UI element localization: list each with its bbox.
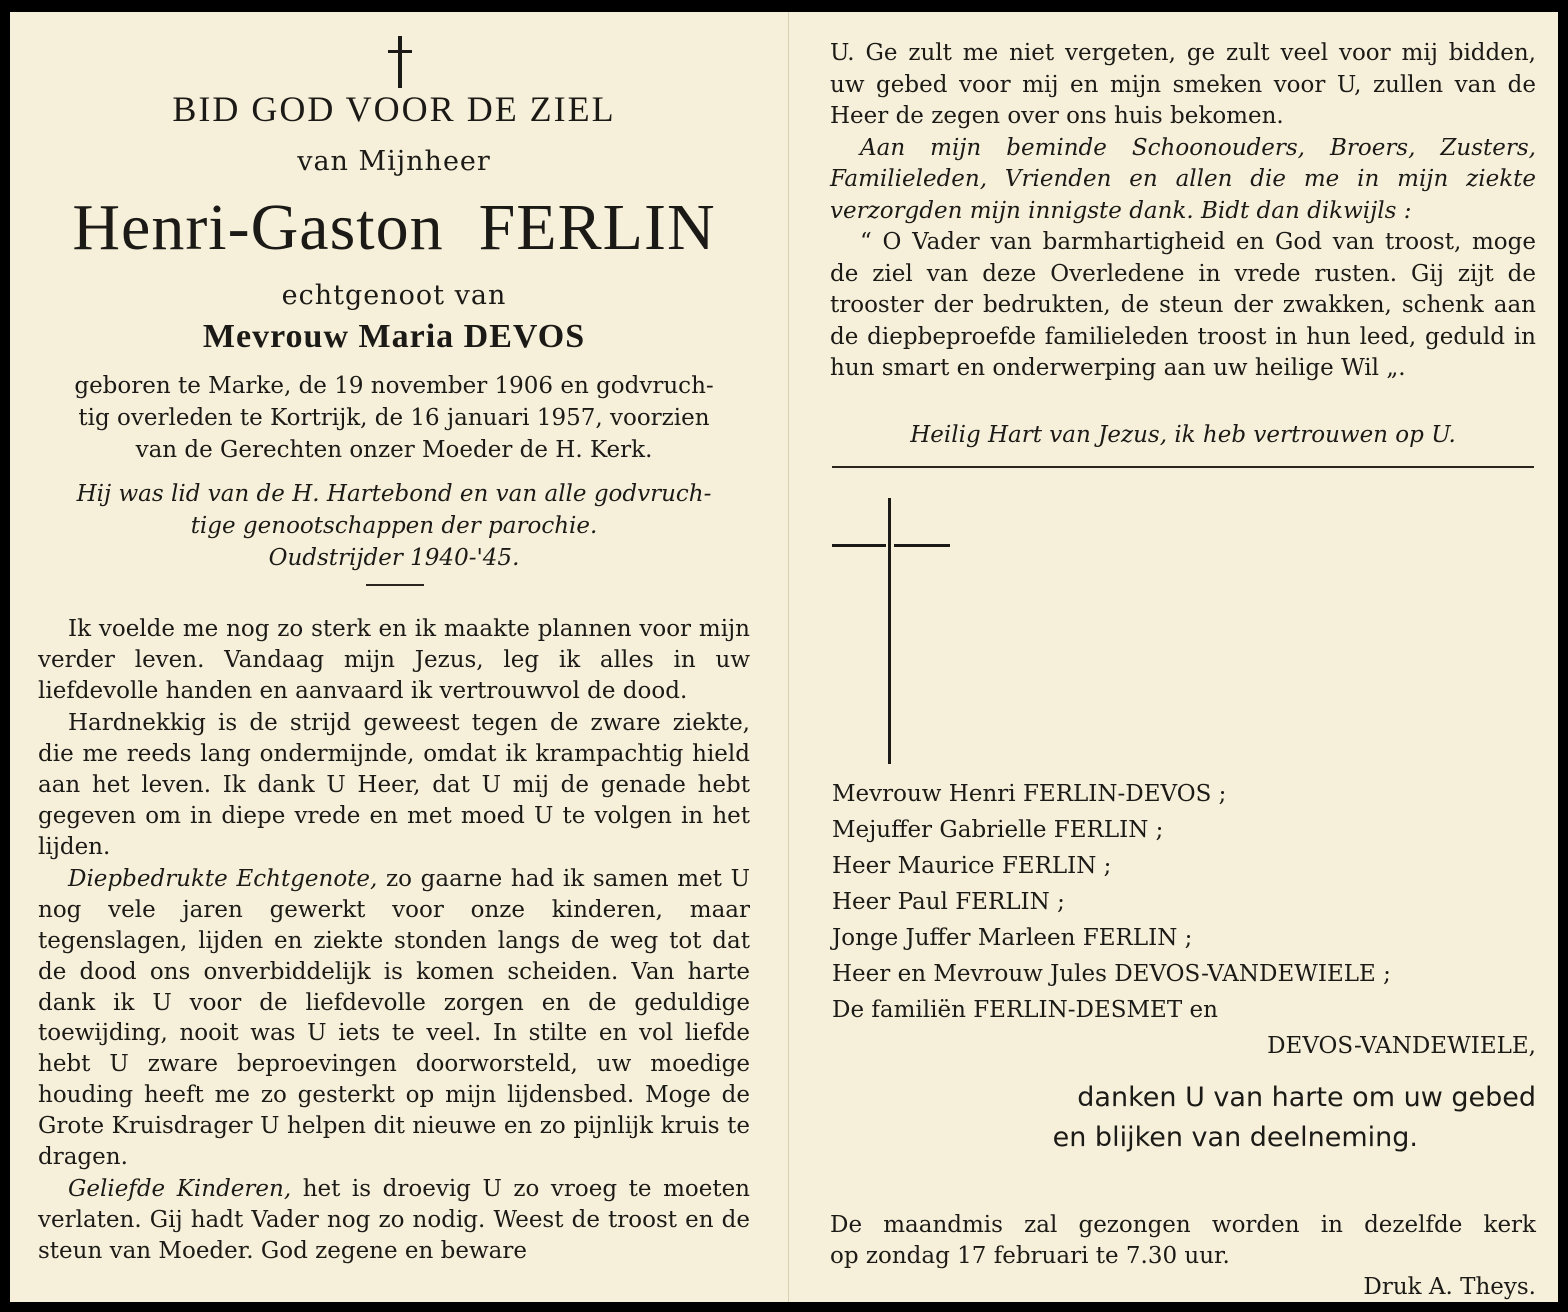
paragraph bbox=[38, 864, 750, 1172]
family-member: Heer en Mevrouw Jules DEVOS-VANDEWIELE ; bbox=[832, 961, 1391, 987]
prayer-paragraph: “ O Vader van barmhartigheid en God van troost, moge de ziel van deze Overledene in vrede rusten. Gij zijt de trooster der bedrukten, de steun der zwakken, schenk aan de diepbeproefde familieleden troost in hun leed, geduld in hun smart en onderwerping aan uw heilige Wil „. bbox=[830, 229, 1536, 381]
paragraph: Aan mijn beminde Schoonouders, Broers, Zusters, Familieleden, Vrienden en allen die me in mijn ziekte verzorgden mijn innigste dank. Bidt dan dikwijls : bbox=[830, 134, 1536, 224]
left-body-text bbox=[38, 614, 750, 1267]
member-line: Hij was lid van de H. Hartebond en van alle godvruch- bbox=[76, 481, 712, 507]
birth-line: geboren te Marke, de 19 november 1906 en godvruch- bbox=[74, 373, 714, 399]
memorial-card bbox=[10, 12, 1558, 1302]
birth-death-text bbox=[38, 370, 750, 466]
divider bbox=[366, 584, 424, 586]
deceased-name: Henri-Gaston FERLIN bbox=[72, 191, 716, 264]
membership-text bbox=[38, 478, 750, 574]
family-member: Heer Maurice FERLIN ; bbox=[832, 853, 1112, 879]
family-member: De familiën FERLIN-DESMET en bbox=[832, 997, 1218, 1023]
spouse-name: Mevrouw Maria DEVOS bbox=[202, 318, 586, 355]
mass-line: De maandmis zal gezongen worden in dezelfde kerk bbox=[830, 1212, 1536, 1238]
family-member: DEVOS-VANDEWIELE, bbox=[1267, 1033, 1536, 1059]
family-member: Mejuffer Gabrielle FERLIN ; bbox=[832, 817, 1164, 843]
birth-line: tig overleden te Kortrijk, de 16 januari 1957, voorzien bbox=[78, 405, 710, 431]
paragraph bbox=[38, 1174, 750, 1266]
small-cross-icon bbox=[380, 34, 420, 94]
right-body-text bbox=[830, 38, 1536, 385]
paragraph-text: het is droevig U zo vroeg te moeten verlaten. Gij hadt Vader nog zo nodig. Weest de troost en de steun van Moeder. God zegene en beware bbox=[38, 1176, 750, 1264]
paragraph: Ik voelde me nog zo sterk en ik maakte plannen voor mijn verder leven. Vandaag mijn Jezus, leg ik alles in uw liefdevolle handen en aanvaard ik vertrouwvol de dood. bbox=[38, 616, 750, 704]
member-line: Oudstrijder 1940-'45. bbox=[268, 545, 520, 571]
paragraph-lead: Geliefde Kinderen, bbox=[68, 1176, 292, 1203]
family-member: Jonge Juffer Marleen FERLIN ; bbox=[832, 925, 1193, 951]
family-member: Heer Paul FERLIN ; bbox=[832, 889, 1065, 915]
paragraph: U. Ge zult me niet vergeten, ge zult veel voor mij bidden, uw gebed voor mij en mijn smeken voor U, zullen van de Heer de zegen over ons huis bekomen. bbox=[830, 40, 1536, 129]
thanks-line: en blijken van deelneming. bbox=[1052, 1122, 1418, 1153]
birth-line: van de Gerechten onzer Moeder de H. Kerk. bbox=[135, 437, 653, 463]
family-list bbox=[832, 776, 1536, 1064]
printer-credit: Druk A. Theys. bbox=[1363, 1274, 1536, 1300]
heilig-hart-line: Heilig Hart van Jezus, ik heb vertrouwen op U. bbox=[910, 422, 1456, 448]
mass-line: op zondag 17 februari te 7.30 uur. bbox=[830, 1243, 1230, 1269]
family-member: Mevrouw Henri FERLIN-DEVOS ; bbox=[832, 781, 1227, 807]
divider bbox=[832, 466, 1534, 468]
van-mijnheer: van Mijnheer bbox=[297, 146, 491, 177]
card-fold bbox=[788, 12, 789, 1302]
thanks-text bbox=[830, 1078, 1536, 1158]
paragraph-lead: Diepbedrukte Echtgenote, bbox=[68, 866, 378, 893]
member-line: tige genootschappen der parochie. bbox=[190, 513, 598, 539]
paragraph-text: zo gaarne had ik samen met U nog vele jaren gewerkt voor onze kinderen, maar tegenslagen, lijden en ziekte stonden langs de weg tot dat de dood ons onverbiddelijk is komen scheiden. Van harte dank ik U voor de liefdevolle zorgen en de geduldige toewijding, nooit was U iets te veel. In stilte en vol liefde hebt U zware beproevingen doorworsteld, uw moedige houding heeft me zo gesterkt op mijn lijdensbed. Moge de Grote Kruisdrager U helpen dit nieuwe en zo pijnlijk kruis te dragen. bbox=[38, 866, 750, 1170]
echtgenoot-label: echtgenoot van bbox=[281, 280, 507, 311]
thanks-line: danken U van harte om uw gebed bbox=[1077, 1082, 1536, 1113]
mass-announcement bbox=[830, 1210, 1536, 1272]
paragraph: Hardnekkig is de strijd geweest tegen de zware ziekte, die me reeds lang ondermijnde, omdat ik krampachtig hield aan het leven. Ik dank U Heer, dat U mij de genade hebt gegeven om in diepe vrede en met moed U te volgen in het lijden. bbox=[38, 710, 750, 860]
cross-icon bbox=[830, 498, 960, 768]
page-title: BID GOD VOOR DE ZIEL bbox=[172, 89, 616, 129]
